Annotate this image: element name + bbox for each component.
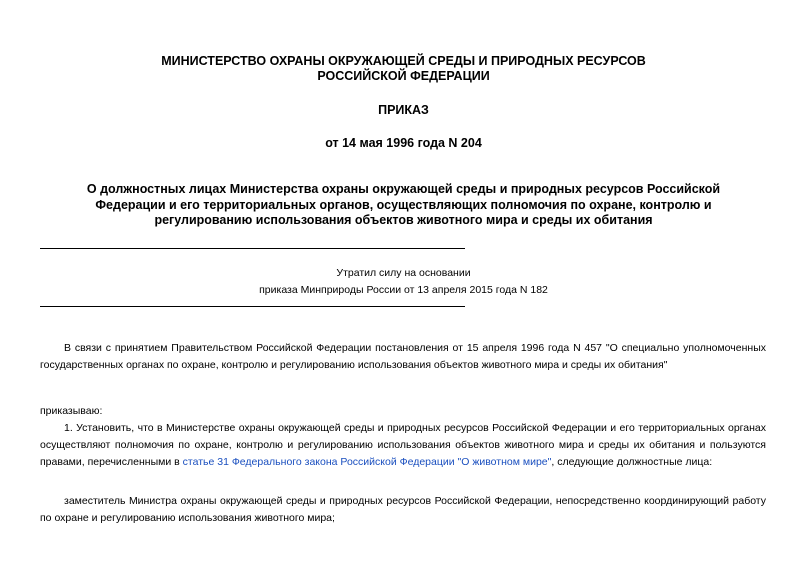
subject-line2: Федерации и его территориальных органов, осуществляющих полномочия по охране, контролю и — [95, 197, 712, 212]
ministry-title-line1: МИНИСТЕРСТВО ОХРАНЫ ОКРУЖАЮЩЕЙ СРЕДЫ И ПРИРОДНЫХ РЕСУРСОВ — [161, 54, 646, 68]
deputy-minister-paragraph: заместитель Министра охраны окружающей среды и природных ресурсов Российской Федерации, непосредственно координирующий работу по охране и регулированию использования животного мира; — [40, 495, 766, 524]
status-note-line2: приказа Минприроды России от 13 апреля 2015 года N 182 — [259, 284, 548, 296]
document-type: ПРИКАЗ — [378, 103, 429, 117]
divider-bottom — [40, 306, 465, 307]
status-note-line1: Утратил силу на основании — [336, 267, 471, 279]
ministry-title — [0, 54, 807, 84]
preamble-paragraph: В связи с принятием Правительством Российской Федерации постановления от 15 апреля 1996 года N 457 "О специально уполномоченных государственных органах по охране, контролю и регулированию использования объектов животного мира и среды их обитания" — [40, 342, 766, 371]
item1-text-before: 1. Установить, что в Министерстве охраны окружающей среды и природных ресурсов Российской Федерации и его территориальных органах осуществляют полномочия по охране, контролю и регулированию использования объектов животного мира и среды их обитания и пользуются правами, перечисленными в — [40, 422, 766, 468]
orders-paragraph: приказываю: — [40, 405, 103, 417]
ministry-title-line2: РОССИЙСКОЙ ФЕДЕРАЦИИ — [317, 69, 490, 83]
subject-line3: регулированию использования объектов животного мира и среды их обитания — [154, 213, 653, 227]
item1-text-after: , следующие должностные лица: — [551, 455, 713, 468]
document-subject — [0, 182, 807, 229]
document-date-number: от 14 мая 1996 года N 204 — [325, 136, 482, 150]
federal-law-link[interactable]: статье 31 Федерального закона Российской Федерации "О животном мире" — [182, 455, 552, 468]
subject-line1: О должностных лицах Министерства охраны окружающей среды и природных ресурсов Российской — [86, 182, 721, 196]
item1-paragraph — [40, 420, 766, 470]
divider-top — [40, 248, 465, 249]
